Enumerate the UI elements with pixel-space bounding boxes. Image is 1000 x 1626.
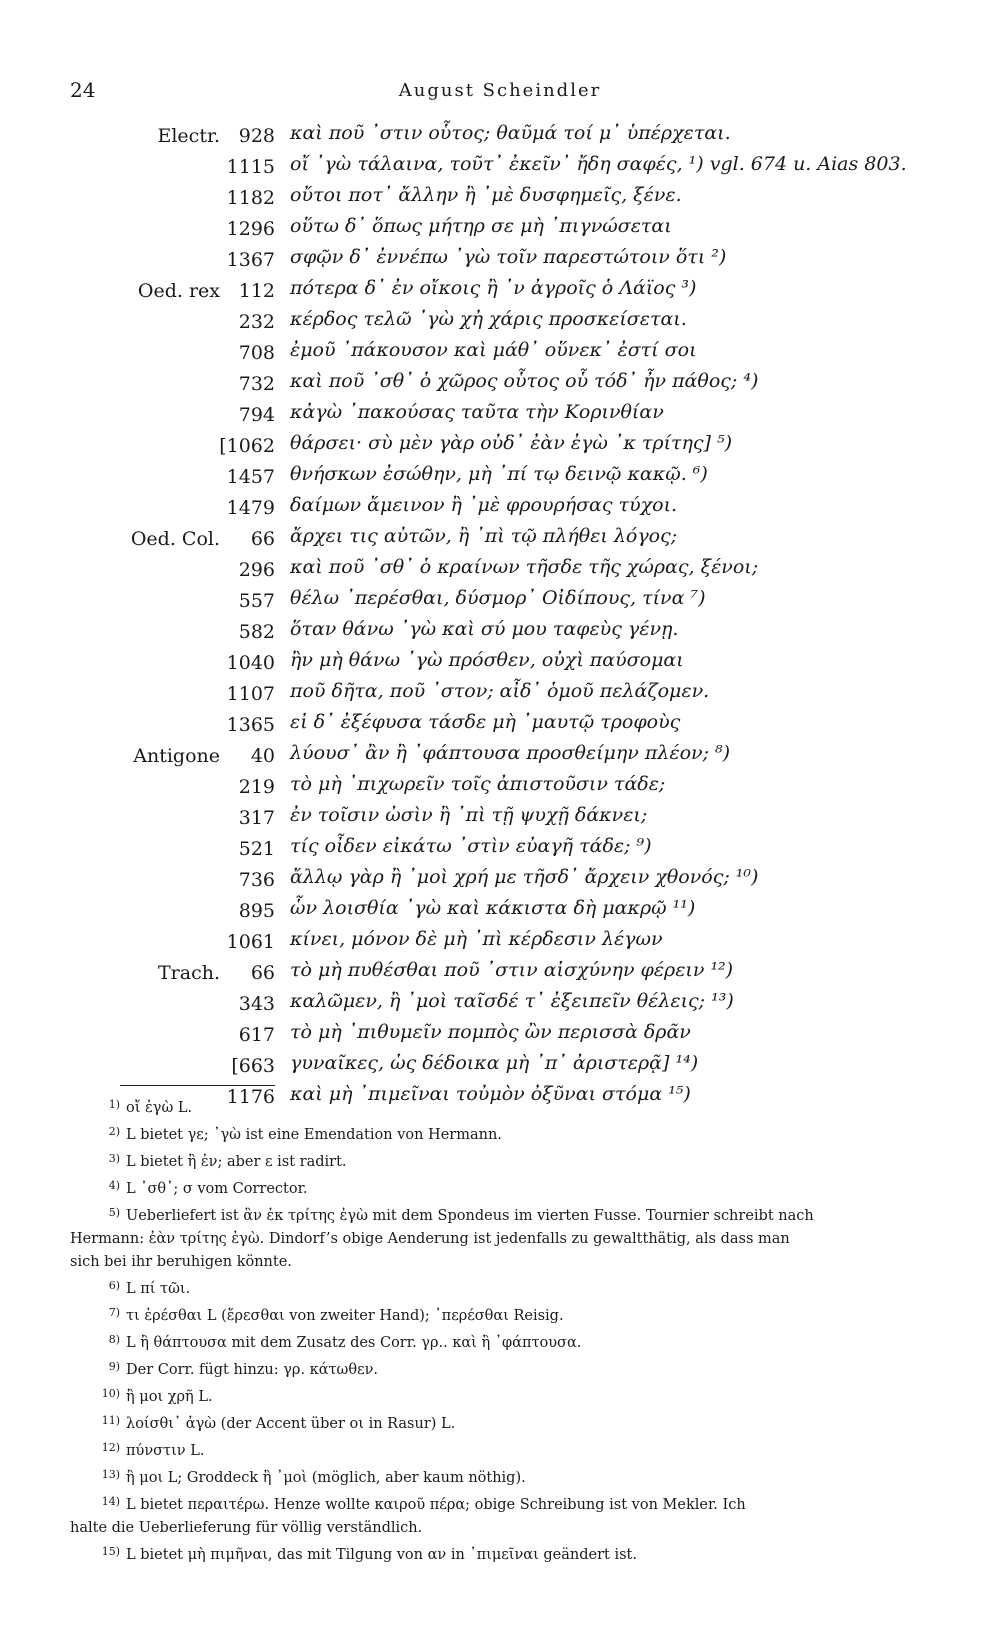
verse-number: 343: [238, 993, 275, 1015]
verse-row: [0, 1052, 1000, 1083]
footnote-mark: 3): [108, 1152, 120, 1165]
verse-number: 895: [238, 900, 275, 922]
footnote: [70, 1330, 930, 1353]
footnote: [70, 1122, 930, 1145]
verse-number: 219: [238, 776, 275, 798]
greek-verse: λύουσ᾿ ἂν ἢ ᾿φάπτουσα προσθείμην πλέον; ⁸): [290, 742, 731, 764]
greek-verse: καὶ ποῦ ᾿στιν οὗτος; θαῦμά τοί μ᾿ ὑπέρχεται.: [290, 122, 731, 144]
footnote: [70, 1411, 930, 1434]
verse-number: 1061: [226, 931, 275, 953]
verse-row: [0, 804, 1000, 835]
greek-verse: εἰ δ᾿ ἐξέφυσα τάσδε μὴ ᾿μαυτῷ τροφοὺς: [290, 711, 681, 733]
footnote-mark: 12): [101, 1441, 120, 1454]
footnote: [70, 1357, 930, 1380]
greek-verse: καὶ μὴ ᾿πιμεῖναι τοὐμὸν ὀξῦναι στόμα ¹⁵): [290, 1083, 691, 1105]
verse-number: 1296: [226, 218, 275, 240]
footnote-mark: 14): [101, 1495, 120, 1508]
footnote-text: L ἢ θάπτουσα mit dem Zusatz des Corr. γρ.. καὶ ἢ ᾿φάπτουσα.: [126, 1335, 582, 1351]
footnote-text: τι ἐρέσθαι L (ἔρεσθαι von zweiter Hand); ᾿περέσθαι Reisig.: [126, 1308, 564, 1324]
footnote-continuation: halte die Ueberlieferung für völlig verständlich.: [70, 1520, 423, 1536]
greek-verse: κίνει, μόνον δὲ μὴ ᾿πὶ κέρδεσιν λέγων: [290, 928, 663, 950]
page-header: [70, 78, 930, 106]
verse-number: 1107: [226, 683, 275, 705]
greek-verse: ἐν τοῖσιν ὠσὶν ἢ ᾿πὶ τῇ ψυχῇ δάκνει;: [290, 804, 648, 826]
verse-number: 40: [250, 745, 275, 767]
greek-verse: πότερα δ᾿ ἐν οἴκοις ἢ ᾿ν ἀγροῖς ὁ Λάϊος ³): [290, 277, 697, 299]
greek-verse: κέρδος τελῶ ᾿γὼ χἠ χάρις προσκείσεται.: [290, 308, 687, 330]
footnote-text: οἴ ἐγὼ L.: [126, 1100, 193, 1116]
greek-verse: ἐμοῦ ᾿πάκουσον καὶ μάθ᾿ οὕνεκ᾿ ἐστί σοι: [290, 339, 697, 361]
verse-row: [0, 928, 1000, 959]
verse-row: [0, 463, 1000, 494]
footnote: [70, 1176, 930, 1199]
verse-row: [0, 432, 1000, 463]
verse-row: [0, 680, 1000, 711]
footnote-mark: 8): [108, 1333, 120, 1346]
verse-row: [0, 184, 1000, 215]
verse-number: 1040: [226, 652, 275, 674]
footnote-mark: 13): [101, 1468, 120, 1481]
verse-number: 112: [238, 280, 275, 302]
verse-row: [0, 897, 1000, 928]
footnote: [70, 1276, 930, 1299]
footnote-text: L bietet περαιτέρω. Henze wollte καιροῦ πέρα; obige Schreibung ist von Mekler. Ich: [126, 1497, 746, 1513]
verse-number: 557: [238, 590, 275, 612]
verse-row: [0, 308, 1000, 339]
verse-row: [0, 153, 1000, 184]
greek-verse: οὕτω δ᾿ ὅπως μήτηρ σε μὴ ᾿πιγνώσεται: [290, 215, 672, 237]
greek-verse: θνήσκων ἐσώθην, μὴ ᾿πί τῳ δεινῷ κακῷ. ⁶): [290, 463, 708, 485]
verse-number: 66: [250, 962, 275, 984]
footnote-mark: 5): [108, 1206, 120, 1219]
verse-number: 1479: [226, 497, 275, 519]
verse-number: 582: [238, 621, 275, 643]
footnote-continuation: Hermann: ἐὰν τρίτης ἐγὼ. Dindorf’s obige Aenderung ist jedenfalls zu gewaltthätig, als dass man: [70, 1231, 790, 1247]
footnote: [70, 1203, 930, 1226]
greek-verse: σφῷν δ᾿ ἐννέπω ᾿γὼ τοῖν παρεστώτοιν ὅτι ²): [290, 246, 727, 268]
footnote: [70, 1149, 930, 1172]
play-title: Antigone: [133, 745, 220, 767]
page-number: 24: [70, 78, 96, 102]
play-title: Oed. rex: [137, 280, 220, 302]
footnote-text: Ueberliefert ist ἂν ἐκ τρίτης ἐγὼ mit dem Spondeus im vierten Fusse. Tournier schreibt nach: [126, 1208, 814, 1224]
footnote-text: πύνστιν L.: [126, 1443, 205, 1459]
verse-number: 1365: [226, 714, 275, 736]
footnote-text: ἢ μοι χρῆ L.: [126, 1389, 213, 1405]
verse-number: 1115: [226, 156, 275, 178]
footnote-text: ἢ μοι L; Groddeck ἢ ᾿μοὶ (möglich, aber kaum nöthig).: [126, 1470, 526, 1486]
greek-verse: καὶ ποῦ ᾿σθ᾿ ὁ χῶρος οὗτος οὗ τόδ᾿ ἦν πάθος; ⁴): [290, 370, 759, 392]
greek-verse: θάρσει· σὺ μὲν γὰρ οὐδ᾿ ἐὰν ἐγὼ ᾿κ τρίτης] ⁵): [290, 432, 733, 454]
verse-number: 66: [250, 528, 275, 550]
greek-verse: γυναῖκες, ὡς δέδοικα μὴ ᾿π᾿ ἀριστερᾷ] ¹⁴): [290, 1052, 699, 1074]
greek-verse: τὸ μὴ ᾿πιχωρεῖν τοῖς ἀπιστοῦσιν τάδε;: [290, 773, 666, 795]
footnotes: [70, 1095, 930, 1569]
footnote-continuation: sich bei ihr beruhigen könnte.: [70, 1254, 292, 1270]
verse-number: 521: [238, 838, 275, 860]
verse-row: [0, 215, 1000, 246]
greek-verse: ὅταν θάνω ᾿γὼ καὶ σύ μου ταφεὺς γένῃ.: [290, 618, 679, 640]
verse-number: 232: [238, 311, 275, 333]
footnote-text: L bietet γε; ᾿γὼ ist eine Emendation von Hermann.: [126, 1127, 502, 1143]
verse-row: [0, 556, 1000, 587]
footnote: [70, 1095, 930, 1118]
verse-number: [663: [231, 1055, 275, 1077]
footnote-text: λοίσθι᾿ ἀγὼ (der Accent über οι in Rasur) L.: [126, 1416, 456, 1432]
verse-row: [0, 742, 1000, 773]
footnote-mark: 6): [108, 1279, 120, 1292]
greek-verse: τὸ μὴ πυθέσθαι ποῦ ᾿στιν αἰσχύνην φέρειν ¹²): [290, 959, 734, 981]
greek-verse: τίς οἶδεν εἰκάτω ᾿στὶν εὐαγῆ τάδε; ⁹): [290, 835, 652, 857]
verse-number: [1062: [219, 435, 275, 457]
verse-row: [0, 1021, 1000, 1052]
verse-row: [0, 773, 1000, 804]
footnote-mark: 15): [101, 1545, 120, 1558]
footnote-mark: 9): [108, 1360, 120, 1373]
verse-row: [0, 711, 1000, 742]
verse-row: [0, 835, 1000, 866]
footnote: [70, 1492, 930, 1515]
footnote-text: L πί τῶι.: [126, 1281, 191, 1297]
greek-verse: θέλω ᾿περέσθαι, δύσμορ᾿ Οἰδίπους, τίνα ⁷): [290, 587, 706, 609]
verse-number: 1367: [226, 249, 275, 271]
footnote-text: L bietet ἢ ἐν; aber ε ist radirt.: [126, 1154, 347, 1170]
footnote: [70, 1384, 930, 1407]
verse-row: [0, 959, 1000, 990]
greek-verse: κἀγὼ ᾿πακούσας ταῦτα τὴν Κορινθίαν: [290, 401, 664, 423]
verse-number: 708: [238, 342, 275, 364]
greek-verse: οἴ ᾿γὼ τάλαινα, τοῦτ᾿ ἐκεῖν᾿ ἤδη σαφές, ¹) vgl. 674 u. Aias 803.: [290, 153, 907, 175]
footnote-mark: 2): [108, 1125, 120, 1138]
verse-number: 928: [238, 125, 275, 147]
verse-row: [0, 401, 1000, 432]
verse-row: [0, 866, 1000, 897]
verse-row: [0, 494, 1000, 525]
greek-verse: ὧν λοισθία ᾿γὼ καὶ κάκιστα δὴ μακρῷ ¹¹): [290, 897, 696, 919]
verse-row: [0, 990, 1000, 1021]
greek-verse: δαίμων ἄμεινον ἢ ᾿μὲ φρουρήσας τύχοι.: [290, 494, 678, 516]
verse-row: [0, 277, 1000, 308]
play-title: Oed. Col.: [130, 528, 220, 550]
footnote-mark: 10): [101, 1387, 120, 1400]
verse-number: 617: [238, 1024, 275, 1046]
verse-number: 1182: [226, 187, 275, 209]
greek-verse: τὸ μὴ ᾿πιθυμεῖν πομπὸς ὢν περισσὰ δρᾶν: [290, 1021, 691, 1043]
verse-list: [0, 122, 1000, 1114]
footnote-text: L ᾿σθ᾿; σ vom Corrector.: [126, 1181, 308, 1197]
verse-row: [0, 370, 1000, 401]
play-title: Electr.: [157, 125, 220, 147]
verse-row: [0, 339, 1000, 370]
verse-row: [0, 587, 1000, 618]
greek-verse: ποῦ δῆτα, ποῦ ᾿στον; αἶδ᾿ ὁμοῦ πελάζομεν.: [290, 680, 710, 702]
greek-verse: οὔτοι ποτ᾿ ἄλλην ἢ ᾿μὲ δυσφημεῖς, ξένε.: [290, 184, 682, 206]
footnote-text: L bietet μὴ πιμῆναι, das mit Tilgung von αν in ᾿πιμεῖναι geändert ist.: [126, 1547, 637, 1563]
verse-number: 317: [238, 807, 275, 829]
verse-number: 1176: [226, 1086, 275, 1108]
verse-row: [0, 246, 1000, 277]
footnote-mark: 7): [108, 1306, 120, 1319]
footnote: [70, 1465, 930, 1488]
verse-number: 296: [238, 559, 275, 581]
verse-row: [0, 122, 1000, 153]
greek-verse: καλῶμεν, ἢ ᾿μοὶ ταῖσδέ τ᾿ ἐξειπεῖν θέλεις; ¹³): [290, 990, 734, 1012]
footnote: [70, 1542, 930, 1565]
footnote-mark: 11): [101, 1414, 120, 1427]
greek-verse: ἄρχει τις αὐτῶν, ἢ ᾿πὶ τῷ πλήθει λόγος;: [290, 525, 678, 547]
greek-verse: ἄλλῳ γὰρ ἢ ᾿μοὶ χρή με τῆσδ᾿ ἄρχειν χθονός; ¹⁰): [290, 866, 759, 888]
footnote: [70, 1303, 930, 1326]
verse-number: 1457: [226, 466, 275, 488]
greek-verse: ἢν μὴ θάνω ᾿γὼ πρόσθεν, οὐχὶ παύσομαι: [290, 649, 684, 671]
footnote: [70, 1438, 930, 1461]
verse-row: [0, 525, 1000, 556]
footnote-mark: 1): [108, 1098, 120, 1111]
play-title: Trach.: [157, 962, 220, 984]
footnote-text: Der Corr. fügt hinzu: γρ. κάτωθεν.: [126, 1362, 379, 1378]
running-title: August Scheindler: [398, 80, 602, 101]
greek-verse: καὶ ποῦ ᾿σθ᾿ ὁ κραίνων τῆσδε τῆς χώρας, ξένοι;: [290, 556, 759, 578]
verse-row: [0, 618, 1000, 649]
verse-number: 794: [238, 404, 275, 426]
verse-row: [0, 649, 1000, 680]
footnote-mark: 4): [108, 1179, 120, 1192]
verse-number: 736: [238, 869, 275, 891]
footnote-rule: [120, 1085, 275, 1086]
verse-number: 732: [238, 373, 275, 395]
